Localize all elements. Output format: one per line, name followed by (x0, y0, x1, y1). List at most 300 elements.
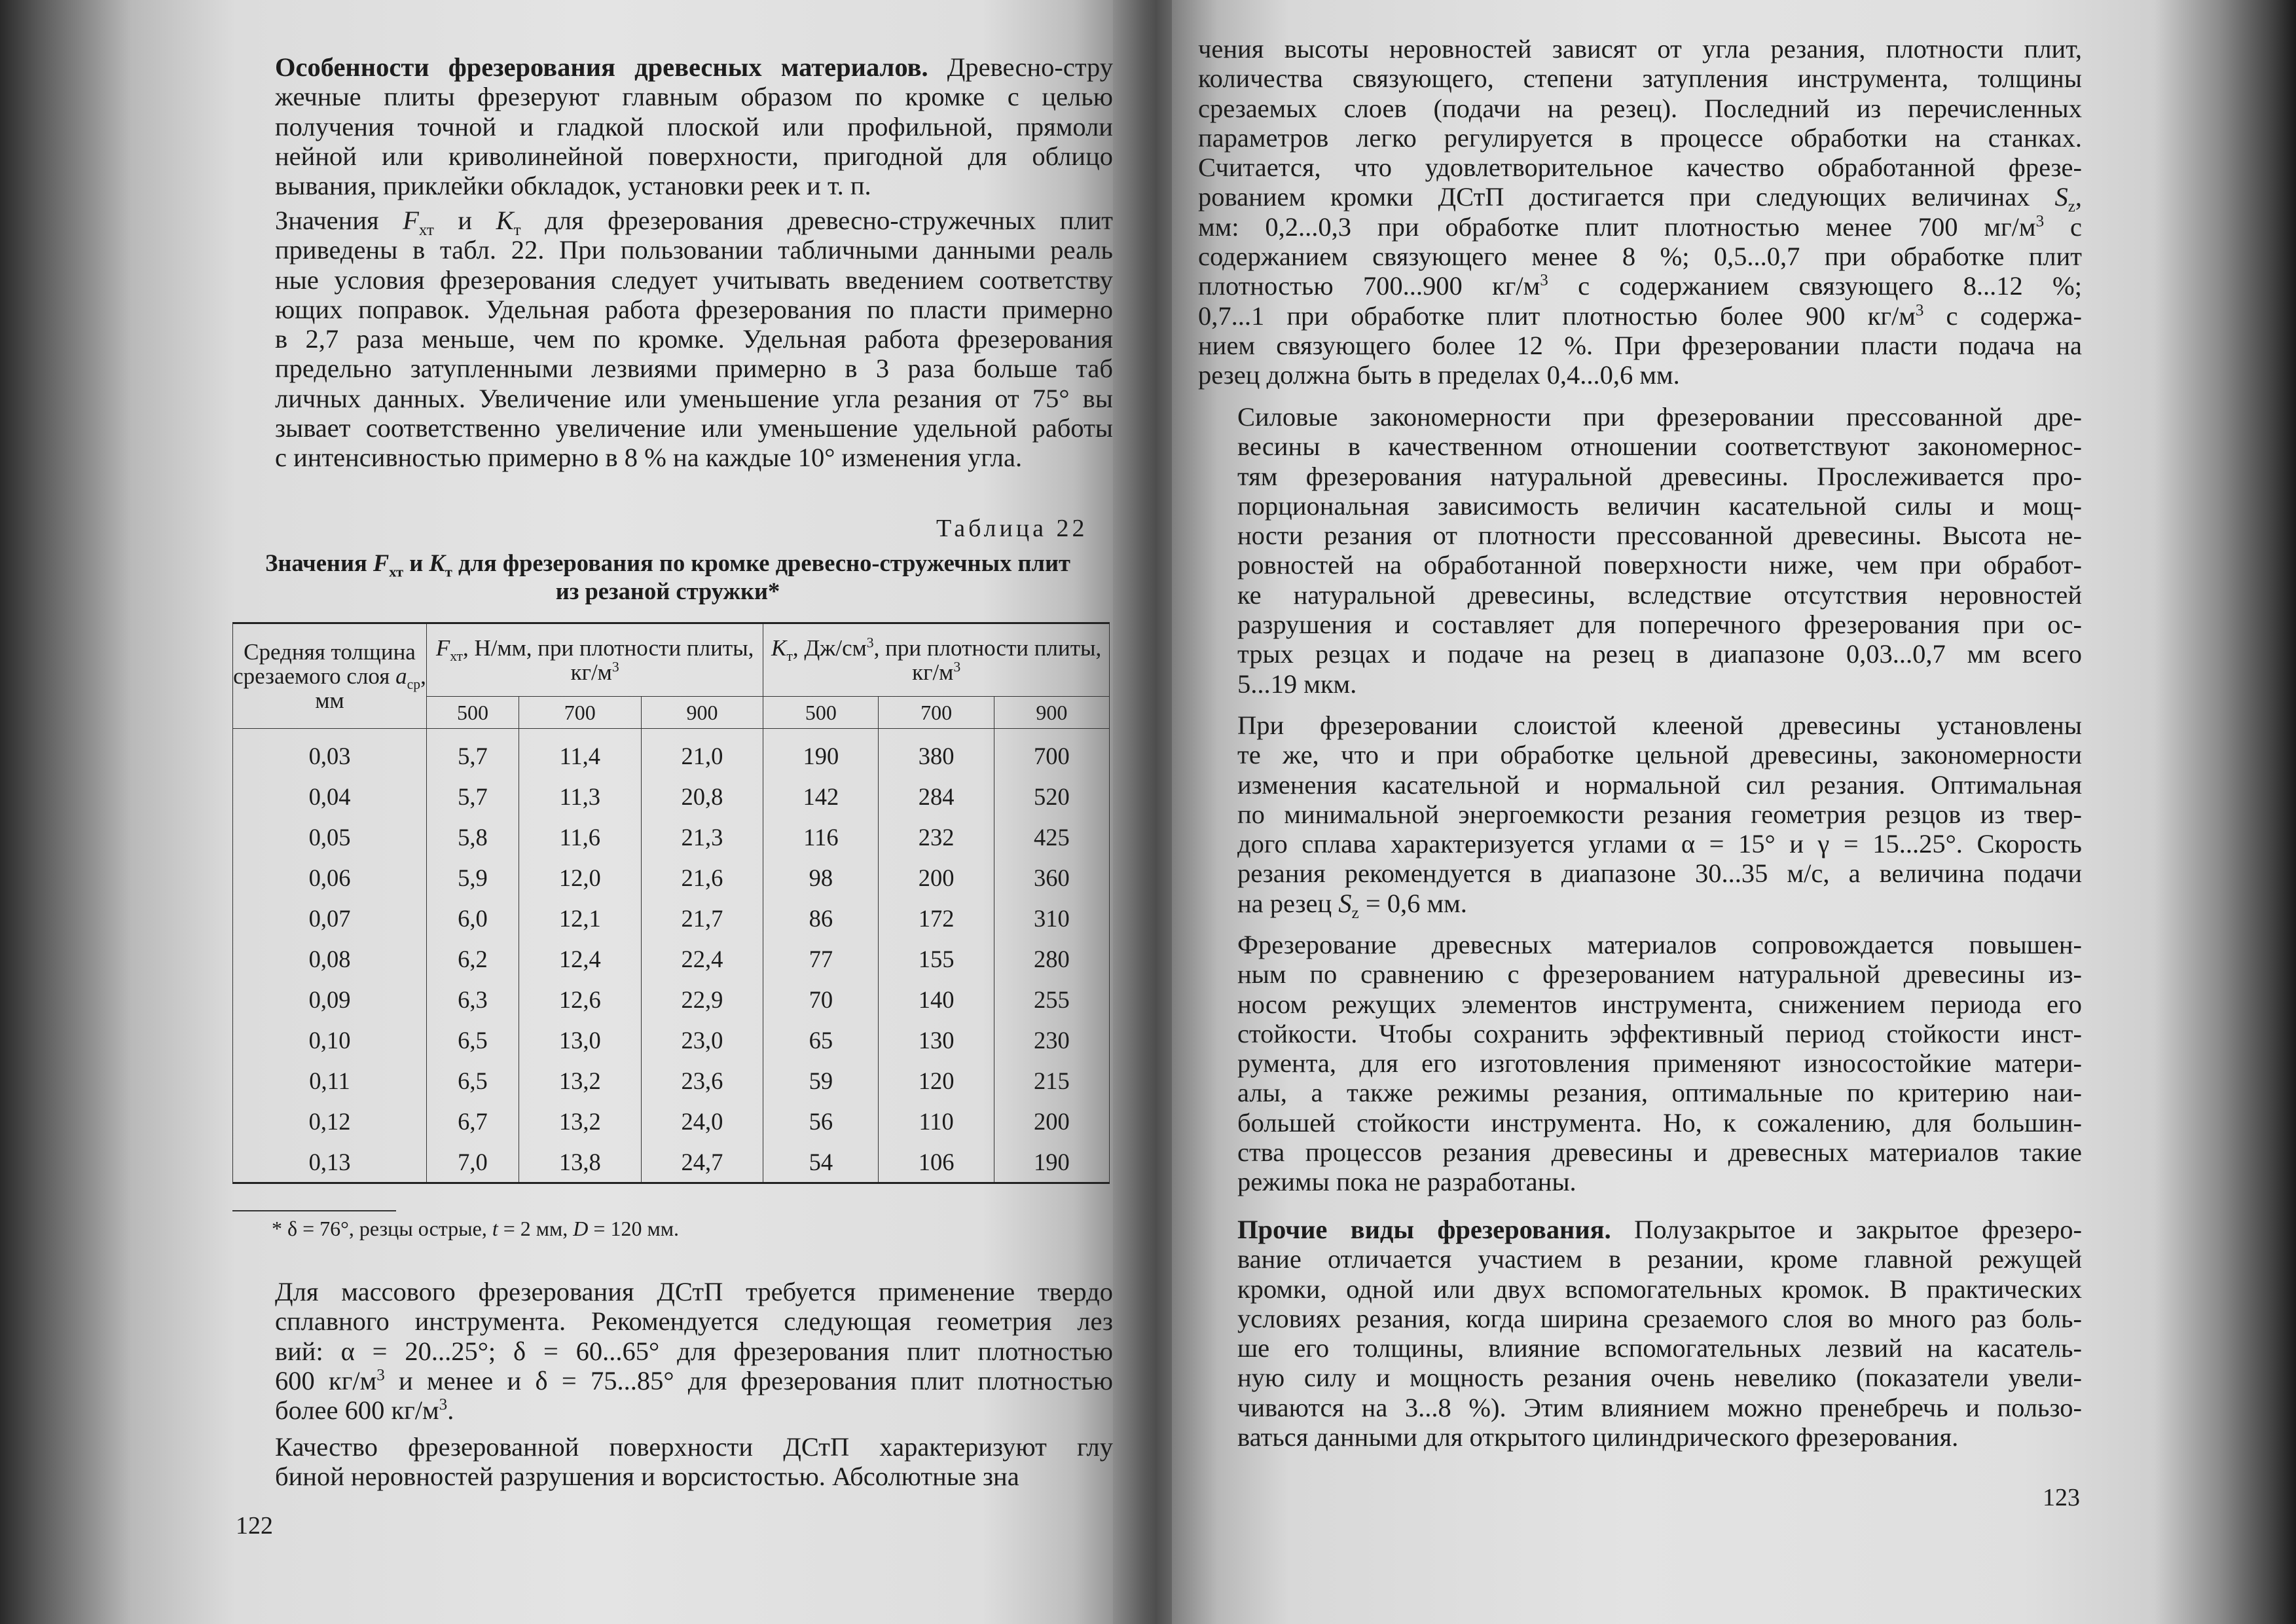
text-run: в 2,7 раза меньше, чем по кромке. Удельная работа фрезерования (275, 324, 1113, 354)
table-row (233, 729, 1110, 777)
text-run: F (373, 549, 390, 576)
text-run: 0,7...1 при обработке плит плотностью более 900 кг/м (1198, 301, 1916, 331)
text-run: S (2054, 182, 2068, 212)
table-row (233, 1101, 1110, 1141)
text-run: 3 (611, 659, 619, 675)
text-run: Фрезерование древесных материалов сопровождается повышен- (1237, 930, 2082, 959)
paragraph-tool-wear (1198, 930, 2082, 1197)
text-line (236, 235, 1113, 265)
text-run: 3 (866, 635, 874, 651)
text-run: хт (450, 648, 463, 664)
text-run: 3 (1915, 301, 1924, 320)
paragraph-text (1198, 930, 2082, 1197)
paragraph-text (1198, 402, 2082, 699)
intro-paragraph (236, 52, 1113, 200)
text-run: ющих поправок. Удельная работа фрезерования по пласти примерно (275, 294, 1113, 324)
value-cell: 12,1 (519, 898, 641, 938)
text-line (1198, 710, 2082, 740)
title-line (232, 549, 1103, 580)
text-line (1198, 271, 2082, 301)
value-cell: 98 (763, 857, 879, 898)
text-run: 3 (1540, 271, 1548, 289)
paragraph-text (236, 52, 1113, 200)
text-run: Полузакрытое и закрытое фрезеро- (1611, 1215, 2082, 1244)
text-line (236, 1395, 1113, 1425)
table-caption: Таблица 22 (936, 515, 1088, 542)
text-line (1198, 1274, 2082, 1304)
text-line (1198, 212, 2082, 242)
text-run: . (447, 1395, 454, 1426)
value-cell: 130 (879, 1020, 994, 1060)
text-run: получения точной и гладкой плоской или профильной, прямоли (275, 111, 1113, 141)
text-run: весины в качественном отношении соответствуют закономернос- (1237, 432, 2082, 462)
text-run: кромки, одной или двух вспомогательных кромок. В практических (1237, 1274, 2082, 1304)
table-row (233, 898, 1110, 938)
value-cell: 106 (879, 1141, 994, 1183)
text-line (1198, 829, 2082, 858)
text-run: z (2068, 198, 2075, 216)
thickness-cell: 0,06 (233, 857, 427, 898)
text-run: = 120 мм. (588, 1217, 679, 1240)
text-run: и (433, 206, 496, 235)
value-cell: 190 (994, 1141, 1109, 1183)
text-run: ности резания от плотности прессованной древесины. Высота не- (1237, 521, 2082, 551)
text-line (236, 141, 1113, 171)
value-cell: 120 (879, 1060, 994, 1101)
text-run: , Н/мм, при плотности плиты, кг/м (462, 635, 754, 685)
value-cell: 5,7 (427, 729, 519, 777)
table-footnote (272, 1217, 679, 1241)
text-run: и менее и δ = 75...85° для фрезерования плит плотностью (384, 1365, 1113, 1395)
text-line (1198, 770, 2082, 800)
text-run: хт (389, 563, 404, 580)
text-run: изменения касательной и нормальной сил резания. Оптимальная (1237, 769, 2082, 800)
text-run: с (2044, 212, 2082, 242)
value-cell: 70 (763, 979, 879, 1020)
text-run: F (403, 206, 419, 235)
density-header: 700 (519, 697, 641, 729)
text-line (1198, 432, 2082, 461)
text-run: F (435, 635, 450, 661)
text-line (1198, 402, 2082, 432)
text-run: 5...19 мкм. (1237, 669, 1357, 699)
text-run: срезаемых слоев (подачи на резец). Последний из перечисленных (1198, 93, 2082, 123)
paragraph-text (1198, 710, 2082, 922)
value-cell: 5,7 (427, 776, 519, 817)
value-cell: 200 (879, 857, 994, 898)
text-line (1198, 1422, 2082, 1452)
text-line (1198, 1108, 2082, 1137)
value-cell: 86 (763, 898, 879, 938)
text-run: ке натуральной древесины, вследствие отсутствия неровностей (1237, 580, 2082, 610)
table-row (233, 979, 1110, 1020)
text-line (1198, 800, 2082, 829)
text-run: K (429, 549, 445, 576)
text-run: и (403, 549, 429, 576)
text-line (1198, 1215, 2082, 1244)
table-row (233, 1060, 1110, 1101)
text-run: трых резцах и подаче на резец в диапазоне 0,03...0,7 мм всего (1237, 639, 2082, 669)
table-row (233, 1020, 1110, 1060)
text-line (1198, 94, 2082, 123)
text-line (1198, 1333, 2082, 1363)
text-line (1198, 930, 2082, 959)
text-run: Для массового фрезерования ДСтП требуется применение твердо (275, 1277, 1113, 1306)
value-cell: 22,4 (641, 938, 763, 979)
value-cell: 22,9 (641, 979, 763, 1020)
text-line (1198, 1244, 2082, 1274)
text-line (1198, 182, 2082, 216)
text-line (236, 1462, 1113, 1491)
text-run: режимы пока не разработаны. (1237, 1167, 1576, 1197)
density-header: 700 (879, 697, 994, 729)
value-cell: 6,3 (427, 979, 519, 1020)
text-line (236, 1366, 1113, 1395)
text-line (1198, 1393, 2082, 1422)
text-run: румента, для его изготовления применяют износостойкие матери- (1237, 1048, 2082, 1079)
text-line (236, 1337, 1113, 1366)
value-cell: 380 (879, 729, 994, 777)
text-line (1198, 64, 2082, 93)
text-run: параметров легко регулируется в процессе обработки на станках. (1198, 122, 2082, 153)
text-run: нием связующего более 12 %. При фрезеровании пласти подача на (1198, 330, 2082, 360)
text-run: тям фрезерования натуральной древесины. Прослеживается про- (1237, 461, 2082, 491)
text-line (236, 1277, 1113, 1306)
text-line (1198, 360, 2082, 390)
text-line (1198, 989, 2082, 1019)
paragraph-text (236, 1277, 1113, 1425)
value-cell: 232 (879, 817, 994, 857)
text-line (1198, 669, 2082, 699)
text-run: 3 (953, 659, 961, 675)
value-cell: 23,6 (641, 1060, 763, 1101)
text-line (1198, 34, 2082, 64)
text-run: вий: α = 20...25°; δ = 60...65° для фрезерования плит плотностью (275, 1336, 1113, 1366)
text-run: порциональная зависимость величин касательной силы и мощ- (1237, 490, 2082, 521)
text-run: с содержанием связующего 8...12 %; (1548, 271, 2082, 301)
page-number-right: 123 (2043, 1484, 2080, 1511)
value-cell: 13,0 (519, 1020, 641, 1060)
text-line (1198, 242, 2082, 271)
value-cell: 6,2 (427, 938, 519, 979)
density-header: 500 (763, 697, 879, 729)
paragraph-text (1198, 1215, 2082, 1452)
value-cell: 11,3 (519, 776, 641, 817)
value-cell: 255 (994, 979, 1109, 1020)
text-line (236, 1432, 1113, 1462)
text-run: резец должна быть в пределах 0,4...0,6 мм. (1198, 360, 1680, 390)
text-run: = 2 мм, (498, 1217, 574, 1240)
value-cell: 54 (763, 1141, 879, 1183)
table-row (233, 1141, 1110, 1183)
text-line (1198, 1048, 2082, 1078)
text-line (236, 1306, 1113, 1336)
text-run: вывания, приклейки обкладок, установки реек и т. п. (275, 171, 871, 201)
paragraph-geometry (236, 1277, 1113, 1425)
col-header-work (763, 623, 1110, 697)
density-header: 900 (641, 697, 763, 729)
text-line (1198, 639, 2082, 669)
text-run: по минимальной энергоемкости резания геометрия резцов из твер- (1237, 799, 2082, 829)
text-run: Считается, что удовлетворительное качество обработанной фрезе- (1198, 153, 2082, 183)
value-cell: 21,7 (641, 898, 763, 938)
value-cell: 12,6 (519, 979, 641, 1020)
text-line (1198, 1019, 2082, 1048)
text-run: ср (407, 676, 421, 692)
text-run: ства процессов резания древесины и древесных материалов такие (1237, 1137, 2082, 1168)
value-cell: 24,7 (641, 1141, 763, 1183)
text-run: D (573, 1217, 589, 1240)
text-line (236, 384, 1113, 413)
text-run: т (445, 563, 452, 580)
table-title (232, 549, 1103, 605)
text-run: ные условия фрезерования следует учитывать введением соответству (275, 265, 1113, 295)
text-line (236, 82, 1113, 111)
text-run: , (2075, 182, 2082, 212)
text-line (1198, 888, 2082, 922)
text-line (236, 413, 1113, 443)
text-line (1198, 301, 2082, 331)
text-run: a (395, 663, 407, 689)
text-run: z (1351, 904, 1359, 922)
value-cell: 20,8 (641, 776, 763, 817)
text-run: ровностей на обработанной поверхности ниже, чем при обработ- (1237, 550, 2082, 580)
text-run: жечные плиты фрезеруют главным образом по кромке с целью (275, 82, 1113, 112)
text-run: , мм (315, 663, 426, 713)
value-cell: 11,4 (519, 729, 641, 777)
text-run: сплавного инструмента. Рекомендуется следующая геометрия лез (275, 1306, 1113, 1337)
thickness-cell: 0,05 (233, 817, 427, 857)
text-run: стойкости. Чтобы сохранить эффективный период стойкости инст- (1237, 1018, 2082, 1048)
text-line (1198, 1304, 2082, 1333)
paragraph-quality (236, 1432, 1113, 1492)
text-line (1198, 610, 2082, 639)
value-cell: 200 (994, 1101, 1109, 1141)
text-run: алы, а также режимы резания, оптимальные по критерию наи- (1237, 1078, 2082, 1108)
thickness-cell: 0,04 (233, 776, 427, 817)
paragraph-laminated-wood (1198, 710, 2082, 922)
value-cell: 11,6 (519, 817, 641, 857)
value-cell: 21,6 (641, 857, 763, 898)
title-line (232, 577, 1103, 605)
table-row (233, 938, 1110, 979)
text-run: чения высоты неровностей зависят от угла резания, плотности плит, (1198, 34, 2082, 64)
density-header: 500 (427, 697, 519, 729)
thickness-cell: 0,07 (233, 898, 427, 938)
text-run: Древесно-стру (928, 52, 1113, 82)
text-run: резания рекомендуется в диапазоне 30...35 м/с, а величина подачи (1237, 858, 2082, 889)
paragraph-pressed-wood (1198, 402, 2082, 699)
text-run: = 0,6 мм. (1358, 888, 1467, 918)
text-run: плотностью 700...900 кг/м (1198, 271, 1540, 301)
text-run: рованием кромки ДСтП достигается при следующих величинах (1198, 182, 2055, 212)
paragraph-roughness (1198, 34, 2082, 390)
text-run: биной неровностей разрушения и ворсистостью. Абсолютные зна (275, 1462, 1019, 1492)
value-cell: 56 (763, 1101, 879, 1141)
value-cell: 13,8 (519, 1141, 641, 1183)
page-number-left: 122 (236, 1512, 273, 1540)
text-run: для фрезерования древесно-стружечных плит (520, 206, 1113, 235)
text-run: Значения (265, 549, 373, 576)
value-cell: 142 (763, 776, 879, 817)
thickness-cell: 0,13 (233, 1141, 427, 1183)
text-run: большей стойкости инструмента. Но, к сожалению, для большин- (1237, 1107, 2082, 1137)
left-page (0, 0, 1120, 1624)
text-line (1198, 959, 2082, 989)
value-cell: 5,9 (427, 857, 519, 898)
text-run: 600 кг/м (275, 1365, 377, 1395)
text-line (1198, 331, 2082, 360)
value-cell: 520 (994, 776, 1109, 817)
text-run: Значения (275, 206, 403, 235)
text-run: дого сплава характеризуется углами α = 15° и γ = 15...25°. Скорость (1237, 829, 2082, 859)
value-cell: 110 (879, 1101, 994, 1141)
value-cell: 65 (763, 1020, 879, 1060)
text-run: Качество фрезерованной поверхности ДСтП характеризуют глу (275, 1432, 1113, 1462)
value-cell: 425 (994, 817, 1109, 857)
text-run: носом режущих элементов инструмента, снижением периода его (1237, 989, 2082, 1019)
text-line (236, 295, 1113, 324)
text-run: нейной или криволинейной поверхности, пригодной для облицо (275, 141, 1113, 171)
text-run: мм: 0,2...0,3 при обработке плит плотностью менее 700 мг/м (1198, 212, 2036, 242)
text-run: , при плотности плиты, кг/м (873, 635, 1102, 685)
value-cell: 190 (763, 729, 879, 777)
text-run: разрушения и составляет для поперечного фрезерования при ос- (1237, 610, 2082, 640)
value-cell: 116 (763, 817, 879, 857)
text-run: ную силу и мощность резания очень невелико (показатели увели- (1237, 1363, 2082, 1393)
text-line (1198, 580, 2082, 610)
text-run: хт (418, 221, 434, 240)
text-run: т (513, 221, 521, 240)
text-run: с содержа- (1923, 301, 2083, 331)
value-cell: 280 (994, 938, 1109, 979)
text-run: содержанием связующего менее 8 %; 0,5...0,7 при обработке плит (1198, 242, 2082, 272)
text-line (236, 443, 1113, 472)
text-run: K (496, 206, 514, 235)
thickness-cell: 0,08 (233, 938, 427, 979)
text-run: количества связующего, степени затупления инструмента, толщины (1198, 64, 2082, 94)
value-cell: 284 (879, 776, 994, 817)
density-header: 900 (994, 697, 1109, 729)
text-line (1198, 123, 2082, 153)
thickness-cell: 0,10 (233, 1020, 427, 1060)
text-line (1198, 521, 2082, 550)
text-run: Особенности фрезерования древесных материалов. (275, 52, 928, 82)
text-run: 3 (439, 1395, 448, 1414)
text-run: т (786, 648, 793, 664)
text-line (1198, 1167, 2082, 1196)
text-line (236, 206, 1113, 240)
value-cell: 215 (994, 1060, 1109, 1101)
text-run: t (492, 1217, 498, 1240)
table-row (233, 776, 1110, 817)
text-line (236, 171, 1113, 200)
text-run: 3 (2035, 212, 2045, 231)
thickness-cell: 0,09 (233, 979, 427, 1020)
text-line (1198, 858, 2082, 888)
value-cell: 6,7 (427, 1101, 519, 1141)
text-run: K (771, 635, 787, 661)
text-run: условиях резания, когда ширина срезаемого слоя во много раз боль- (1237, 1303, 2082, 1333)
text-run: ваться данными для открытого цилиндрического фрезерования. (1237, 1422, 1959, 1452)
value-cell: 21,0 (641, 729, 763, 777)
text-run: для фрезерования по кромке древесно-стружечных плит (452, 549, 1070, 576)
thickness-cell: 0,12 (233, 1101, 427, 1141)
value-cell: 700 (994, 729, 1109, 777)
value-cell: 12,4 (519, 938, 641, 979)
text-line (1198, 491, 2082, 521)
text-run: ше его толщины, влияние вспомогательных лезвий на касатель- (1237, 1333, 2082, 1363)
value-cell: 5,8 (427, 817, 519, 857)
text-run: из резаной стружки* (555, 578, 780, 604)
text-run: При фрезеровании слоистой клееной древесины установлены (1237, 710, 2082, 740)
text-run: Средняя толщина срезаемого слоя (233, 639, 416, 689)
paragraph-text (236, 1432, 1113, 1492)
value-cell: 59 (763, 1060, 879, 1101)
text-run: более 600 кг/м (275, 1395, 439, 1426)
paragraph-text (1198, 34, 2082, 390)
value-cell: 21,3 (641, 817, 763, 857)
text-run: предельно затупленными лезвиями примерно в 3 раза больше таб (275, 354, 1113, 384)
value-cell: 6,5 (427, 1060, 519, 1101)
table-body (233, 729, 1110, 1183)
value-cell: 6,0 (427, 898, 519, 938)
value-cell: 7,0 (427, 1141, 519, 1183)
col-header-force (427, 623, 763, 697)
text-line (236, 265, 1113, 295)
value-cell: 6,5 (427, 1020, 519, 1060)
text-run: личных данных. Увеличение или уменьшение угла резания от 75° вы (275, 383, 1113, 413)
value-cell: 230 (994, 1020, 1109, 1060)
text-line (1198, 740, 2082, 769)
text-run: Силовые закономерности при фрезеровании прессованной дре- (1237, 402, 2082, 432)
value-cell: 13,2 (519, 1060, 641, 1101)
text-run: чиваются на 3...8 %). Этим влиянием можно пренебречь и пользо- (1237, 1392, 2082, 1422)
text-run: на резец (1237, 888, 1339, 918)
text-line (236, 354, 1113, 383)
text-run: ным по сравнению с фрезерованием натуральной древесины из- (1237, 959, 2082, 989)
paragraph-text (236, 206, 1113, 473)
footnote-divider (232, 1210, 396, 1211)
value-cell: 12,0 (519, 857, 641, 898)
thickness-cell: 0,11 (233, 1060, 427, 1101)
text-line (1198, 1078, 2082, 1107)
text-run: Прочие виды фрезерования. (1237, 1215, 1611, 1244)
text-line (236, 324, 1113, 354)
value-cell: 13,2 (519, 1101, 641, 1141)
text-line (236, 112, 1113, 141)
table-row (233, 857, 1110, 898)
value-cell: 140 (879, 979, 994, 1020)
value-cell: 360 (994, 857, 1109, 898)
paragraph-values-note (236, 206, 1113, 473)
text-run: вание отличается участием в резании, кроме главной режущей (1237, 1244, 2082, 1274)
right-page (1172, 0, 2296, 1624)
value-cell: 77 (763, 938, 879, 979)
paragraph-other-types (1198, 1215, 2082, 1452)
text-line (1198, 462, 2082, 491)
table-row (233, 817, 1110, 857)
text-run: приведены в табл. 22. При пользовании табличными данными реаль (275, 235, 1113, 265)
text-line (1198, 1137, 2082, 1167)
text-run: , Дж/см (792, 635, 867, 661)
text-line (236, 52, 1113, 82)
text-line (1198, 550, 2082, 580)
data-table (232, 622, 1110, 1184)
text-line (1198, 1363, 2082, 1392)
value-cell: 310 (994, 898, 1109, 938)
value-cell: 172 (879, 898, 994, 938)
